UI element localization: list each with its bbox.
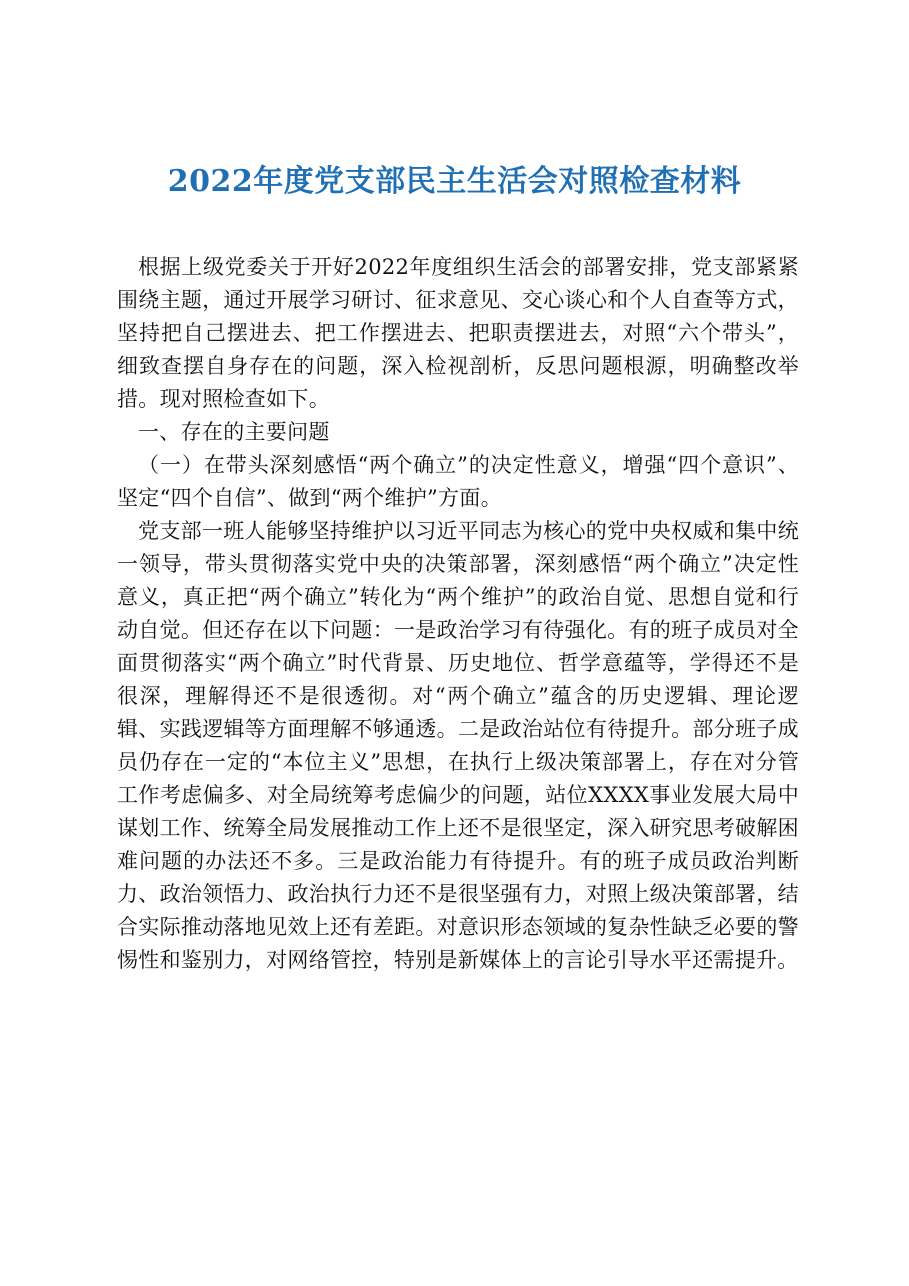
section-heading: 一、存在的主要问题 [138,420,330,444]
body-paragraph: 党支部一班人能够坚持维护以习近平同志为核心的党中央权威和集中统一领导，带头贯彻落实党中央的决策部署，深刻感悟“两个确立”决定性意义，真正把“两个确立”转化为“两个维护”的政治自觉、思想自觉和行动自觉。但还存在以下问题：一是政治学习有待强化。有的班子成员对全面贯彻落实“两个确立”时代背景、历史地位、哲学意蕴等，学得还不是很深，理解得还不是很透彻。对“两个确立”蕴含的历史逻辑、理论逻辑、实践逻辑等方面理解不够通透。二是政治站位有待提升。部分班子成员仍存在一定的“本位主义”思想，在执行上级决策部署上，存在对分管工作考虑偏多、对全局统筹考虑偏少的问题，站位XXXX事业发展大局中谋划工作、统筹全局发展推动工作上还不是很坚定，深入研究思考破解困难问题的办法还不多。三是政治能力有待提升。有的班子成员政治判断力、政治领悟力、政治执行力还不是很坚强有力，对照上级决策部署，结合实际推动落地见效上还有差距。对意识形态领域的复杂性缺乏必要的警惕性和鉴别力，对网络管控，特别是新媒体上的言论引导水平还需提升。 [117,519,799,972]
subsection-heading: （一）在带头深刻感悟“两个确立”的决定性意义，增强“四个意识”、坚定“四个自信”、做到“两个维护”方面。 [117,453,799,510]
document-title: 2022年度党支部民主生活会对照检查材料 [167,164,742,199]
document-body [117,251,799,977]
intro-paragraph: 根据上级党委关于开好2022年度组织生活会的部署安排，党支部紧紧围绕主题，通过开展学习研讨、征求意见、交心谈心和个人自查等方式，坚持把自己摆进去、把工作摆进去、把职责摆进去，对照“六个带头”，细致查摆自身存在的问题，深入检视剖析，反思问题根源，明确整改举措。现对照检查如下。 [117,255,799,411]
